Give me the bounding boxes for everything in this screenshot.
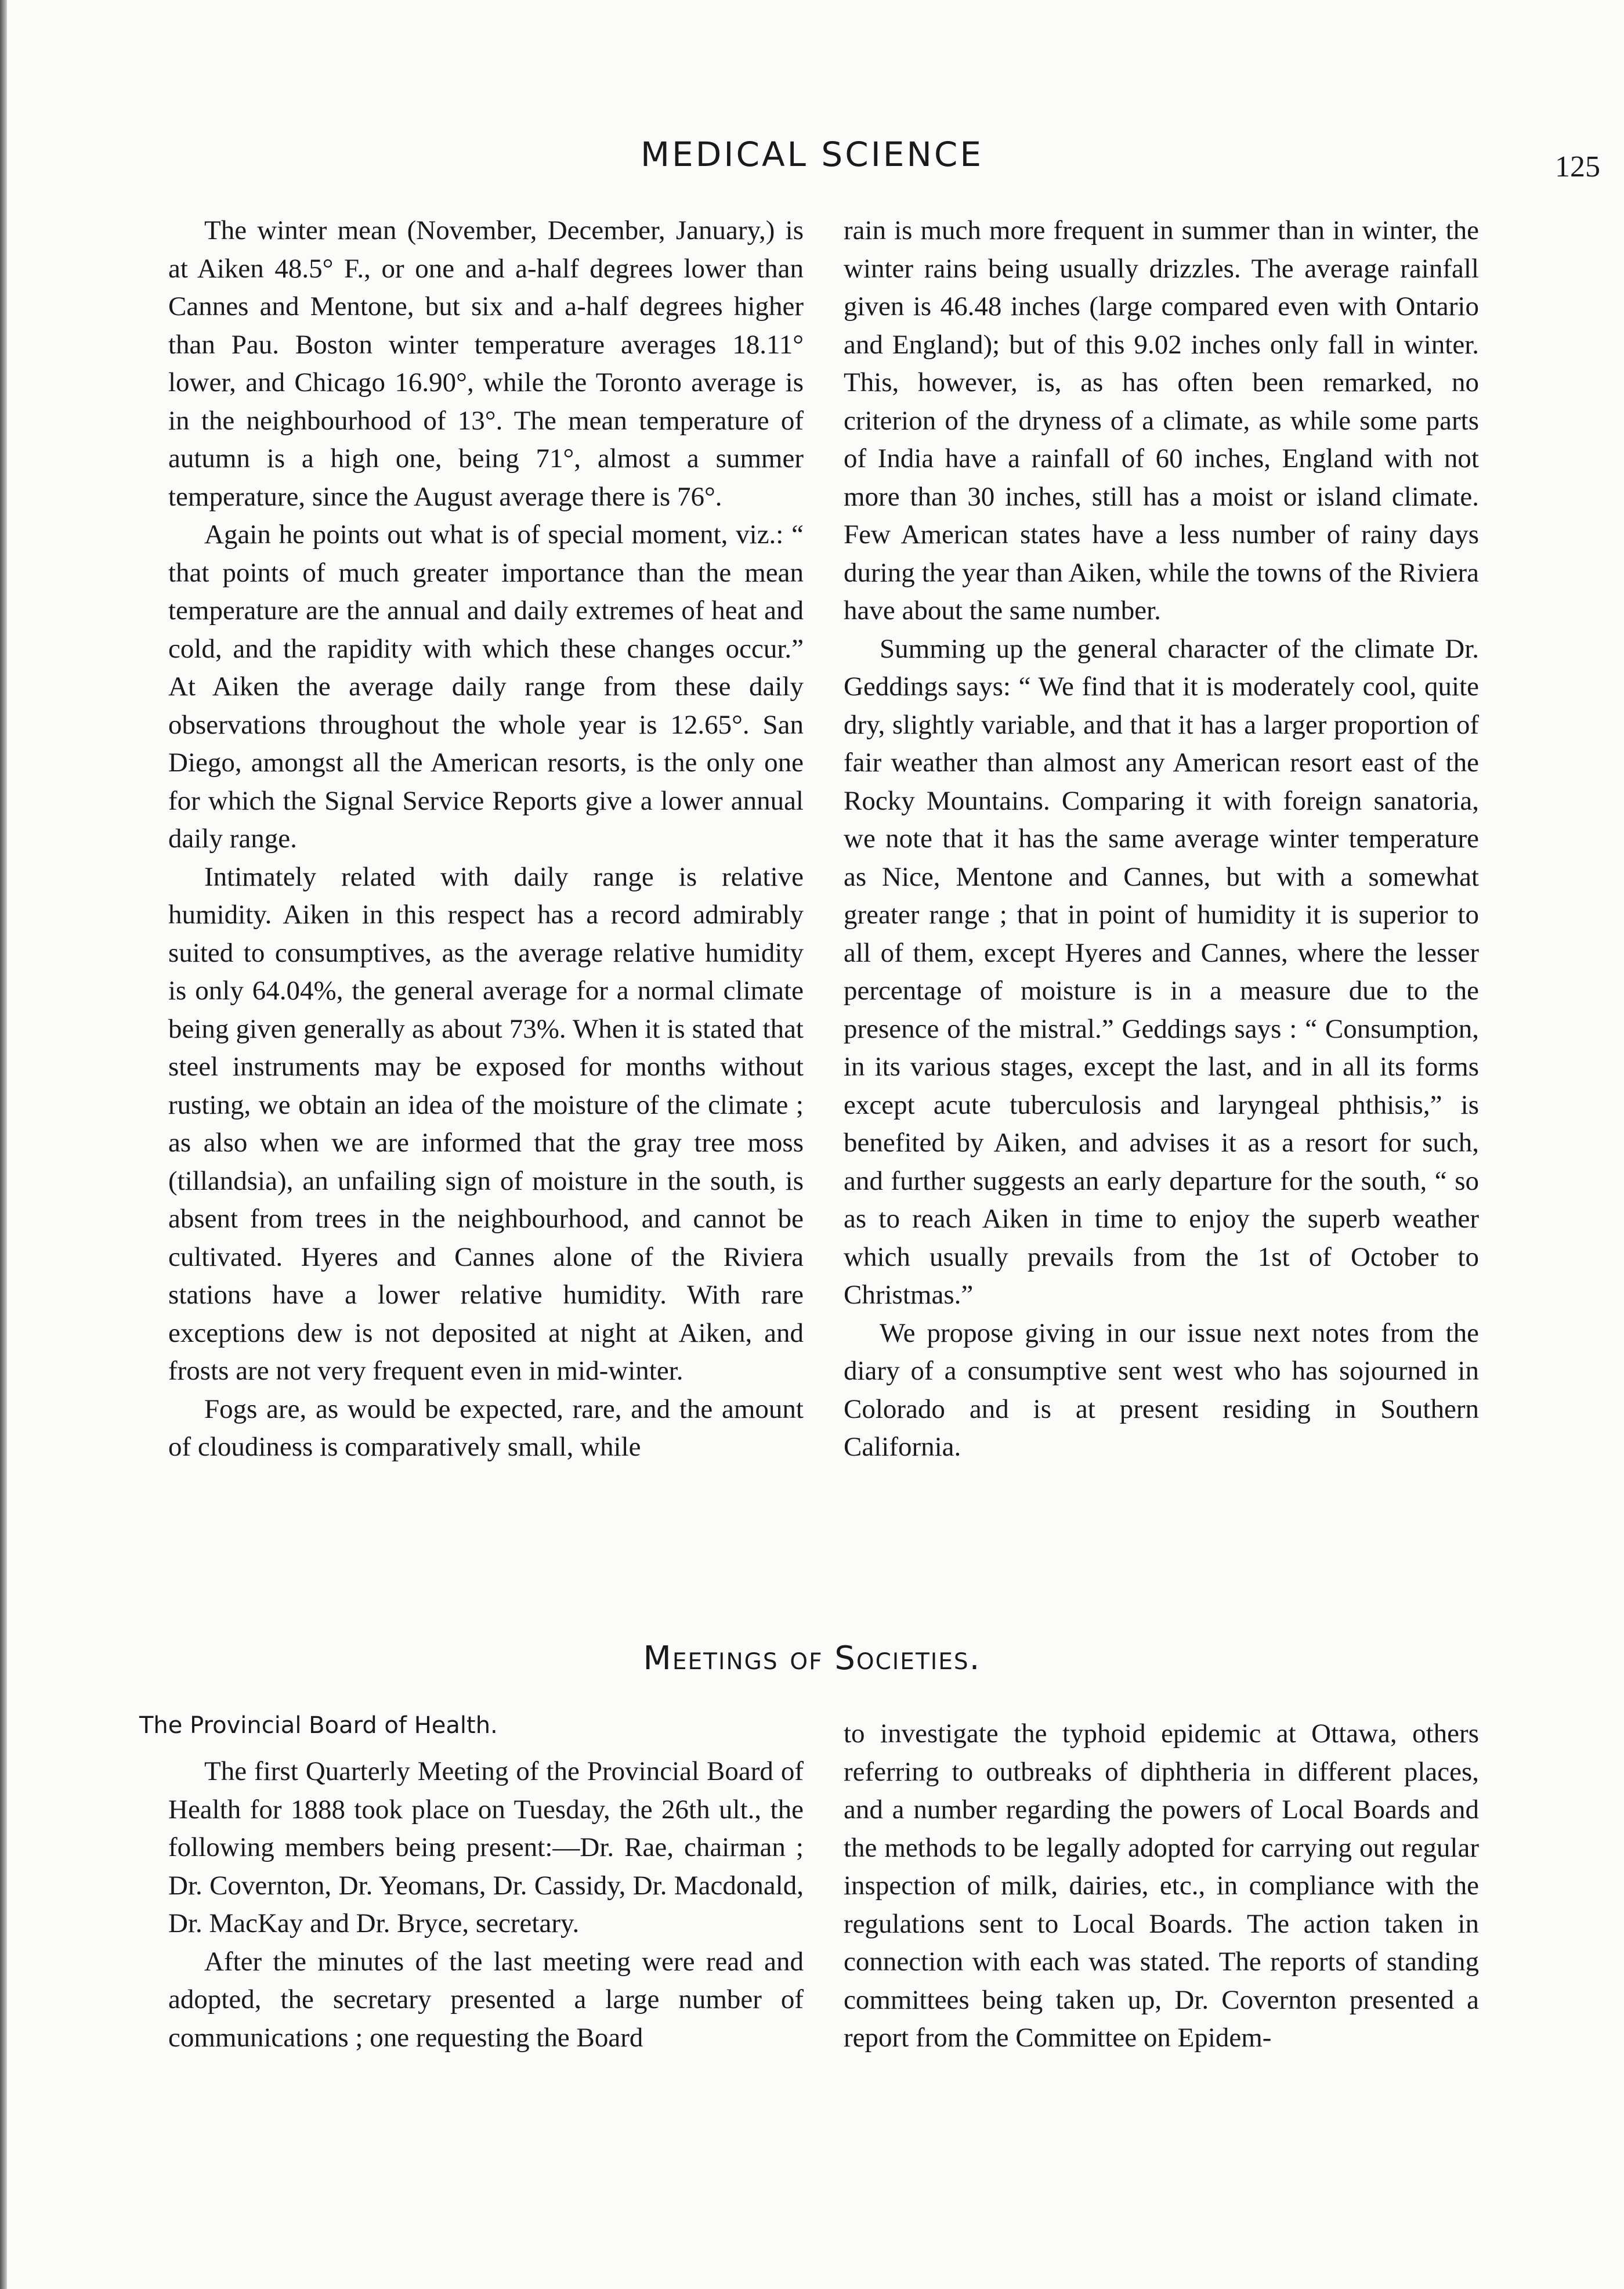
section-right-column: [844, 1715, 1479, 2057]
section-heading: Meetings of Societies.: [643, 1640, 981, 1677]
paragraph: Again he points out what is of special moment, viz.: “ that points of much greater importance than the mean temperature are the annual and daily extremes of heat and cold, and the rapidity with which these changes occur.” At Aiken the average daily range from these daily observations throughout the whole year is 12.65°. San Diego, amongst all the American resorts, is the only one for which the Signal Service Reports give a lower annual daily range.: [168, 519, 804, 854]
subsection-heading: The Provincial Board of Health.: [139, 1712, 498, 1739]
paragraph: The first Quarterly Meeting of the Provincial Board of Health for 1888 took place on Tuesday, the 26th ult., the following members being present:—Dr. Rae, chairman ; Dr. Covernton, Dr. Yeomans, Dr. Cassidy, Dr. Macdonald, Dr. MacKay and Dr. Bryce, secretary.: [168, 1756, 804, 1938]
paragraph: Summing up the general character of the climate Dr. Geddings says: “ We find that it is moderately cool, quite dry, slightly variable, and that it has a larger proportion of fair weather than almost any American resort east of the Rocky Mountains. Comparing it with foreign sanatoria, we note that it has the same average winter temperature as Nice, Mentone and Cannes, but with a somewhat greater range ; that in point of humidity it is superior to all of them, except Hyeres and Cannes, where the lesser percentage of moisture is in a measure due to the presence of the mistral.” Geddings says : “ Consumption, in its various stages, except the last, and in all its forms except acute tuberculosis and laryngeal phthisis,” is benefited by Aiken, and advises it as a resort for such, and further suggests an early departure for the south, “ so as to reach Aiken in time to enjoy the superb weather which usually prevails from the 1st of October to Christmas.”: [844, 633, 1479, 1310]
paragraph: Fogs are, as would be expected, rare, and the amount of cloudiness is comparatively small, while: [168, 1393, 804, 1462]
page-edge: [0, 0, 7, 2289]
paragraph: After the minutes of the last meeting were read and adopted, the secretary presented a large number of communications ; one requesting the Board: [168, 1946, 804, 2053]
paragraph: The winter mean (November, December, January,) is at Aiken 48.5° F., or one and a-half degrees lower than Cannes and Mentone, but six and a-half degrees higher than Pau. Boston winter temperature averages 18.11° lower, and Chicago 16.90°, while the Toronto average is in the neighbourhood of 13°. The mean temperature of autumn is a high one, being 71°, almost a summer temperature, since the August average there is 76°.: [168, 215, 804, 512]
paragraph: Intimately related with daily range is relative humidity. Aiken in this respect has a record admirably suited to consumptives, as the average relative humidity is only 64.04%, the general average for a normal climate being given generally as about 73%. When it is stated that steel instruments may be exposed for months without rusting, we obtain an idea of the moisture of the climate ; as also when we are informed that the gray tree moss (tillandsia), an unfailing sign of moisture in the south, is absent from trees in the neighbourhood, and cannot be cultivated. Hyeres and Cannes alone of the Riviera stations have a lower relative humidity. With rare exceptions dew is not deposited at night at Aiken, and frosts are not very frequent even in mid-winter.: [168, 861, 804, 1386]
paragraph: to investigate the typhoid epidemic at Ottawa, others referring to outbreaks of diphtheria in different places, and a number regarding the powers of Local Boards and the methods to be legally adopted for carrying out regular inspection of milk, dairies, etc., in compliance with the regulations sent to Local Boards. The action taken in connection with each was stated. The reports of standing committees being taken up, Dr. Covernton presented a report from the Committee on Epidem-: [844, 1718, 1479, 2053]
running-header: MEDICAL SCIENCE: [641, 135, 983, 174]
paragraph: We propose giving in our issue next notes from the diary of a consumptive sent west who has sojourned in Colorado and is at present residing in Southern California.: [844, 1317, 1479, 1462]
article-left-column: [168, 212, 804, 1467]
page-number: 125: [1555, 150, 1600, 183]
section-left-column: [168, 1753, 804, 2057]
article-right-column: [844, 212, 1479, 1467]
paragraph: rain is much more frequent in summer than in winter, the winter rains being usually drizzles. The average rainfall given is 46.48 inches (large compared even with Ontario and England); but of this 9.02 inches only fall in winter. This, however, is, as has often been remarked, no criterion of the dryness of a climate, as while some parts of India have a rainfall of 60 inches, England with not more than 30 inches, still has a moist or island climate. Few American states have a less number of rainy days during the year than Aiken, while the towns of the Riviera have about the same number.: [844, 215, 1479, 626]
